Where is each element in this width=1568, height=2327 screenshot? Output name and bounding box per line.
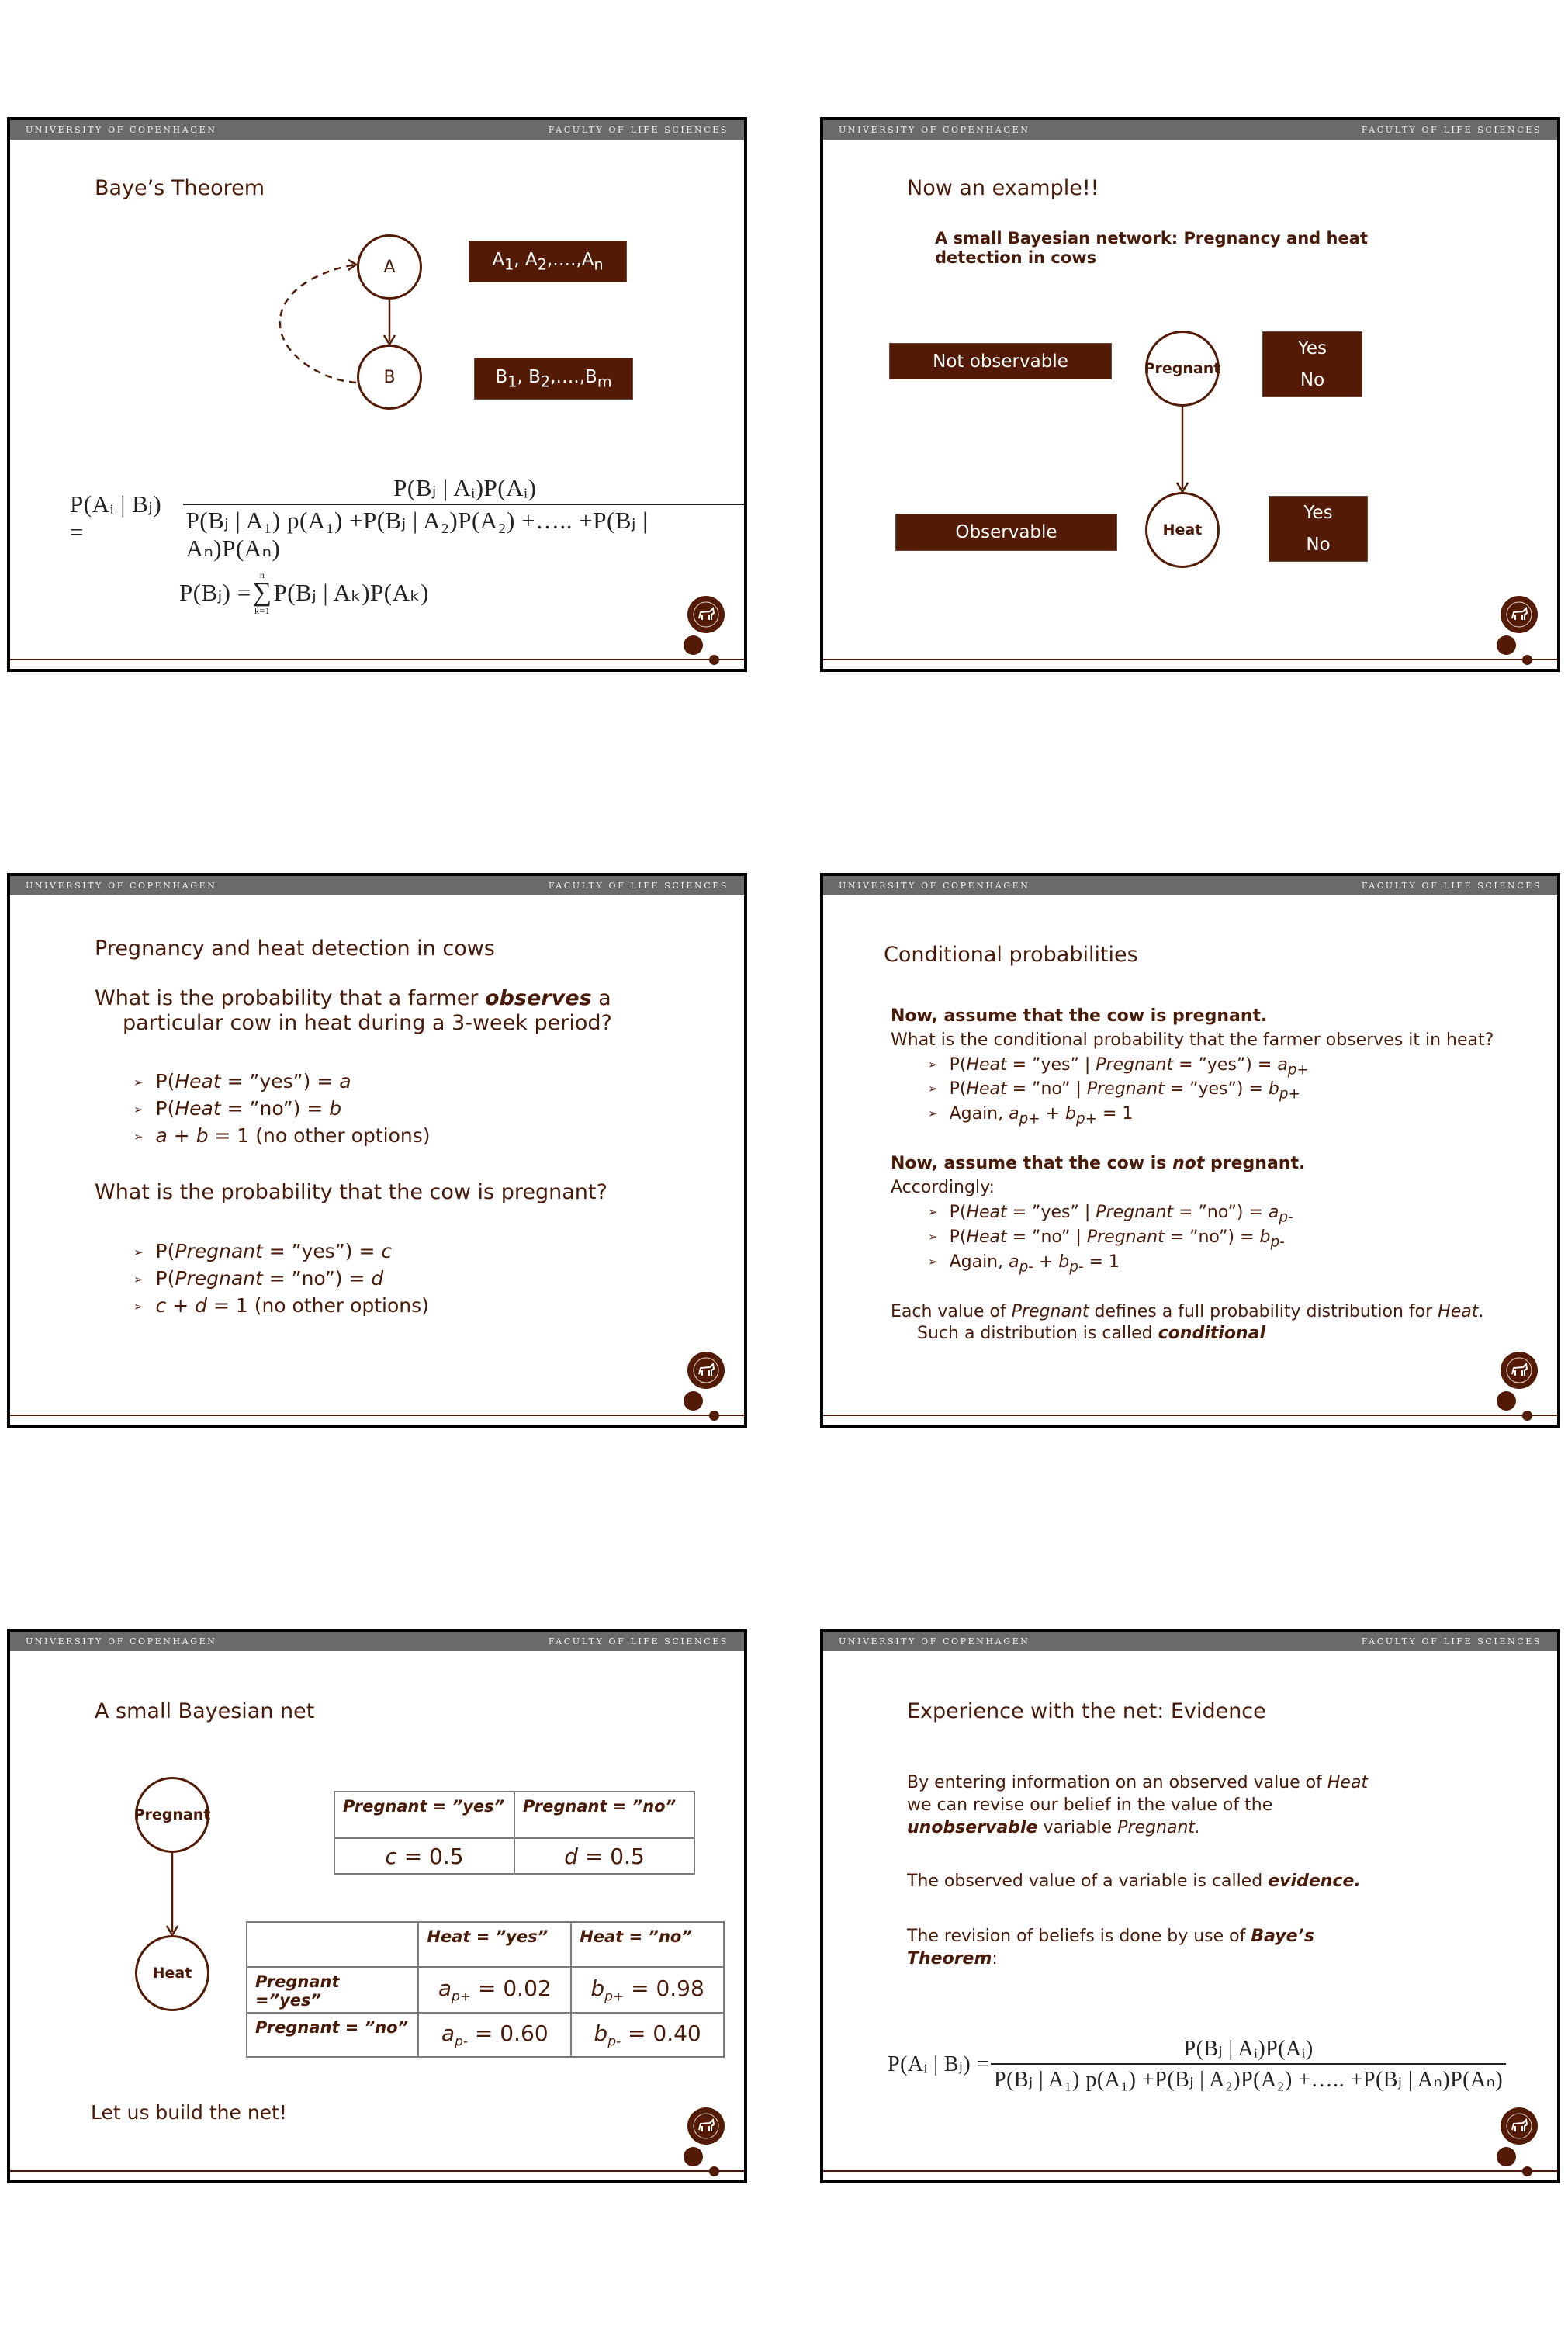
states-box-a: $A_1$, $A_2,\dots.,A_n$ [469, 241, 627, 282]
university-seal-icon [1500, 1351, 1539, 1390]
arrow-pregnant-to-heat-icon [10, 1632, 744, 2180]
paragraph-3-line1: The revision of beliefs is done by use of Baye’s [907, 1927, 1314, 1946]
slide-header [823, 1632, 1557, 1651]
node-heat: Heat [135, 1935, 209, 2011]
brown-dot-icon [1497, 635, 1516, 655]
university-seal-icon [687, 2107, 725, 2145]
slide-pregnancy-heat [7, 873, 747, 1428]
brown-dot-icon [1497, 1391, 1516, 1411]
brown-dot-icon [709, 1411, 719, 1421]
node-b: B [357, 345, 422, 410]
bullet-heat-yes: ➢ P(Heat = ”yes”) = a [133, 1070, 351, 1093]
brown-dot-icon [684, 635, 703, 655]
header-university: UNIVERSITY OF COPENHAGEN [26, 1636, 217, 1647]
bullet-pregnant-no: ➢ P(Pregnant = ”no”) = d [133, 1267, 383, 1290]
formula-lhs: P(Aᵢ | Bⱼ) = [888, 2052, 989, 2076]
footer-rule [10, 1415, 744, 1416]
question-1-line2: particular cow in heat during a 3-week period? [123, 1011, 612, 1035]
paragraph-1-line1: By entering information on an observed value of Heat [907, 1773, 1369, 1792]
cpt-header-heat-yes: Heat = ”yes” [418, 1922, 571, 1967]
footer-rule [823, 2170, 1557, 2172]
footer-rule [823, 1415, 1557, 1416]
paragraph-1-line2: we can revise our belief in the value of the [907, 1795, 1273, 1815]
closing-line2: Such a distribution is called conditional [917, 1324, 1265, 1343]
slide-bayes-theorem [7, 117, 747, 672]
state-no: No [1306, 535, 1331, 556]
footer-rule [10, 2170, 744, 2172]
heading-not-pregnant: Now, assume that the cow is not pregnant. [891, 1154, 1306, 1173]
formula-denominator: P(Bⱼ | A₁) p(A₁) +P(Bⱼ | A₂)P(A₂) +….. +P(Bⱼ | Aₙ)P(Aₙ) [185, 507, 648, 562]
bullet-pregnant-yes: ➢ P(Pregnant = ”yes”) = c [133, 1240, 392, 1262]
node-pregnant: Pregnant [135, 1777, 209, 1853]
bullet-again-p-minus: ➢ Again, $a_{p-} + b_{p-} = 1$ [928, 1252, 1120, 1275]
state-no: No [1300, 370, 1325, 391]
slide-title: Now an example!! [907, 176, 1099, 200]
bullet-heat-no-given-pregnant: ➢ P(Heat = ”no” | Pregnant = ”yes”) = $b_{p+}$ [928, 1079, 1300, 1102]
header-university: UNIVERSITY OF COPENHAGEN [839, 881, 1030, 891]
prior-value-c: c = 0.5 [334, 1838, 514, 1874]
node-a: A [357, 234, 422, 300]
cpt-header-empty [247, 1922, 418, 1967]
bullet-heat-yes-given-not-pregnant: ➢ P(Heat = ”yes” | Pregnant = ”no”) = $a_{p-}$ [928, 1203, 1293, 1225]
closing-line1: Each value of Pregnant defines a full probability distribution for Heat. [891, 1302, 1484, 1321]
brown-dot-icon [1497, 2147, 1516, 2166]
question-2: What is the probability that the cow is pregnant? [95, 1180, 607, 1204]
heat-states-box [1269, 496, 1368, 562]
brown-dot-icon [1522, 1411, 1532, 1421]
brown-dot-icon [684, 1391, 703, 1411]
slide-title: A small Bayesian net [95, 1699, 315, 1723]
cpt-row-label-pregnant-yes: Pregnant =”yes” [247, 1967, 418, 2013]
bayes-formula [888, 2035, 1503, 2093]
build-net-text: Let us build the net! [91, 2101, 287, 2124]
slide-title: Pregnancy and heat detection in cows [95, 937, 495, 961]
header-faculty: FACULTY OF LIFE SCIENCES [548, 881, 729, 891]
university-seal-icon [1500, 595, 1539, 634]
paragraph-3-line2: Theorem: [907, 1949, 998, 1969]
total-probability-formula [179, 570, 429, 615]
cpt-row-label-pregnant-no: Pregnant = ”no” [247, 2013, 418, 2057]
header-faculty: FACULTY OF LIFE SCIENCES [548, 1636, 729, 1647]
sum-icon: ∑ [252, 578, 272, 607]
header-university: UNIVERSITY OF COPENHAGEN [26, 125, 217, 135]
bullet-heat-no-given-not-pregnant: ➢ P(Heat = ”no” | Pregnant = ”no”) = $b_{p-}$ [928, 1228, 1285, 1250]
brown-dot-icon [1522, 655, 1532, 665]
heading-pregnant: Now, assume that the cow is pregnant. [891, 1006, 1268, 1026]
accordingly-label: Accordingly: [891, 1178, 995, 1197]
question-1-line1: What is the probability that a farmer observes a [95, 986, 611, 1010]
cpt-cell: $b_{p-} = 0.40$ [571, 2013, 724, 2057]
bullet-heat-yes-given-pregnant: ➢ P(Heat = ”yes” | Pregnant = ”yes”) = $a_{p+}$ [928, 1055, 1309, 1078]
bullet-again-p-plus: ➢ Again, $a_{p+} + b_{p+} = 1$ [928, 1104, 1133, 1127]
formula-lhs: P(Aᵢ | Bⱼ) = [70, 490, 162, 545]
cpt-header-heat-no: Heat = ”no” [571, 1922, 724, 1967]
bullet-a-plus-b: ➢ a + b = 1 (no other options) [133, 1124, 431, 1147]
question-conditional: What is the conditional probability that the farmer observes it in heat? [891, 1030, 1494, 1050]
bayes-formula [70, 474, 744, 563]
prior-header-yes: Pregnant = ”yes” [334, 1792, 514, 1838]
brown-dot-icon [684, 2147, 703, 2166]
slide-title: Conditional probabilities [884, 943, 1138, 967]
node-pregnant: Pregnant [1145, 331, 1220, 407]
slide-example [820, 117, 1560, 672]
formula-denominator: P(Bⱼ | A₁) p(A₁) +P(Bⱼ | A₂)P(A₂) +….. +P(Bⱼ | Aₙ)P(Aₙ) [994, 2068, 1504, 2092]
slide-title: Baye’s Theorem [95, 176, 265, 200]
bullet-heat-no: ➢ P(Heat = ”no”) = b [133, 1097, 341, 1120]
header-university: UNIVERSITY OF COPENHAGEN [839, 1636, 1030, 1647]
slide-conditional-probabilities [820, 873, 1560, 1428]
bullet-c-plus-d: ➢ c + d = 1 (no other options) [133, 1294, 429, 1317]
header-university: UNIVERSITY OF COPENHAGEN [839, 125, 1030, 135]
cpt-cell: $a_{p+} = 0.02$ [418, 1967, 571, 2013]
slide-subtitle-line2: detection in cows [935, 248, 1097, 267]
total-lhs: P(Bⱼ) = [179, 579, 251, 606]
node-heat: Heat [1145, 492, 1220, 568]
university-seal-icon [687, 1351, 725, 1390]
emphasis-observes: observes [485, 986, 592, 1010]
prior-table [334, 1791, 695, 1875]
brown-dot-icon [709, 2166, 719, 2176]
not-observable-box: Not observable [889, 343, 1112, 379]
slide-header [823, 876, 1557, 895]
formula-numerator: P(Bⱼ | Aᵢ)P(Aᵢ) [183, 474, 747, 505]
slide-subtitle-line1: A small Bayesian network: Pregnancy and heat [935, 229, 1368, 248]
slide-evidence [820, 1629, 1560, 2183]
brown-dot-icon [709, 655, 719, 665]
states-box-b: $B_1$, $B_2,\dots.,B_m$ [474, 358, 633, 400]
footer-rule [823, 659, 1557, 660]
footer-rule [10, 659, 744, 660]
slide-small-bayesian-net [7, 1629, 747, 2183]
total-rhs: P(Bⱼ | Aₖ)P(Aₖ) [273, 579, 430, 606]
header-faculty: FACULTY OF LIFE SCIENCES [1361, 1636, 1542, 1647]
formula-numerator: P(Bⱼ | Aᵢ)P(Aᵢ) [991, 2035, 1506, 2065]
cpt-cell: $a_{p-} = 0.60$ [418, 2013, 571, 2057]
state-yes: Yes [1303, 502, 1333, 523]
prior-value-d: d = 0.5 [514, 1838, 694, 1874]
header-faculty: FACULTY OF LIFE SCIENCES [1361, 881, 1542, 891]
arrow-pregnant-to-heat-icon [823, 120, 1557, 669]
sum-lower: k=1 [254, 605, 271, 616]
prior-header-no: Pregnant = ”no” [514, 1792, 694, 1838]
university-seal-icon [687, 595, 725, 634]
header-university: UNIVERSITY OF COPENHAGEN [26, 881, 217, 891]
cpt-cell: $b_{p+} = 0.98$ [571, 1967, 724, 2013]
paragraph-2: The observed value of a variable is called evidence. [907, 1872, 1361, 1891]
header-faculty: FACULTY OF LIFE SCIENCES [548, 125, 729, 135]
state-yes: Yes [1297, 338, 1327, 358]
slide-header [10, 876, 744, 895]
brown-dot-icon [1522, 2166, 1532, 2176]
header-faculty: FACULTY OF LIFE SCIENCES [1361, 125, 1542, 135]
cpt-table [246, 1921, 725, 2058]
observable-box: Observable [895, 514, 1117, 551]
sum-upper: n [259, 570, 265, 580]
university-seal-icon [1500, 2107, 1539, 2145]
paragraph-1-line3: unobservable variable Pregnant. [907, 1818, 1201, 1837]
slide-title: Experience with the net: Evidence [907, 1699, 1266, 1723]
